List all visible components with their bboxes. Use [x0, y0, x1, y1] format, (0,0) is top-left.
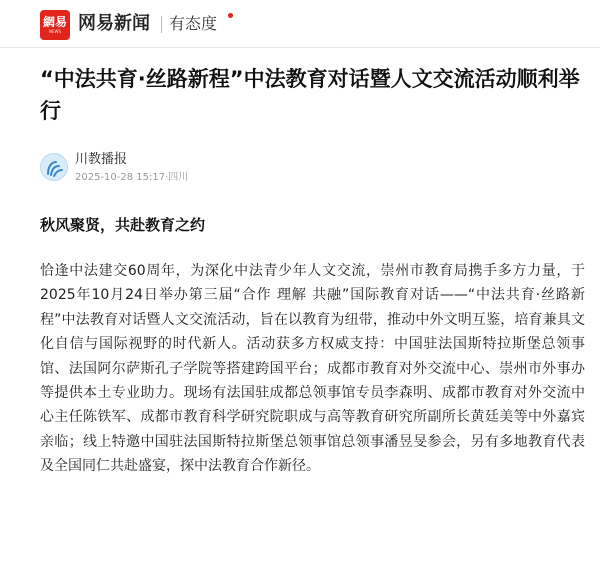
- author-logo-icon: [41, 154, 68, 181]
- header-divider: [161, 16, 162, 33]
- brand-name[interactable]: 网易新闻: [78, 13, 150, 34]
- article-title: “中法共育·丝路新程”中法教育对话暨人文交流活动顺利举行: [40, 67, 580, 123]
- logo-text: 網易: [42, 15, 67, 29]
- author-name[interactable]: 川教播报: [75, 152, 128, 167]
- netease-logo-icon[interactable]: [40, 10, 70, 40]
- article-paragraph: 恰逢中法建交60周年，为深化中法青少年人文交流，崇州市教育局携手多方力量，于2025年10月24日举办第三届“合作 理解 共融”国际教育对话——“中法共育·丝路新程”中法教育对话暨人文交流活动，旨在以教育为纽带，推动中外文明互鉴，培育兼具文化自信与国际视野的时代新人。活动获多方权威支持：中国驻法国斯特拉斯堡总领事馆、法国阿尔萨斯孔子学院等搭建跨国平台；成都市教育对外交流中心、崇州市外事办等提供本土专业助力。现场有法国驻成都总领事馆专员李森明、成都市教育对外交流中心主任陈铁军、成都市教育科学研究院职成与高等教育研究所副所长黄廷美等中外嘉宾亲临；线上特邀中国驻法国斯特拉斯堡总领事馆总领事潘昱旻参会，另有多地教育代表及全国同仁共赴盛宴，探中法教育合作新径。: [40, 263, 585, 475]
- slogan-dot-icon: [228, 13, 233, 18]
- brand-slogan: 有态度: [169, 14, 218, 33]
- top-header-bar: [0, 0, 600, 48]
- logo-subtext: NEWS: [48, 29, 61, 34]
- publish-meta: 2025-10-28 15:17·四川: [75, 172, 189, 183]
- author-avatar[interactable]: [40, 153, 68, 181]
- article-subheading: 秋风聚贤，共赴教育之约: [40, 216, 206, 234]
